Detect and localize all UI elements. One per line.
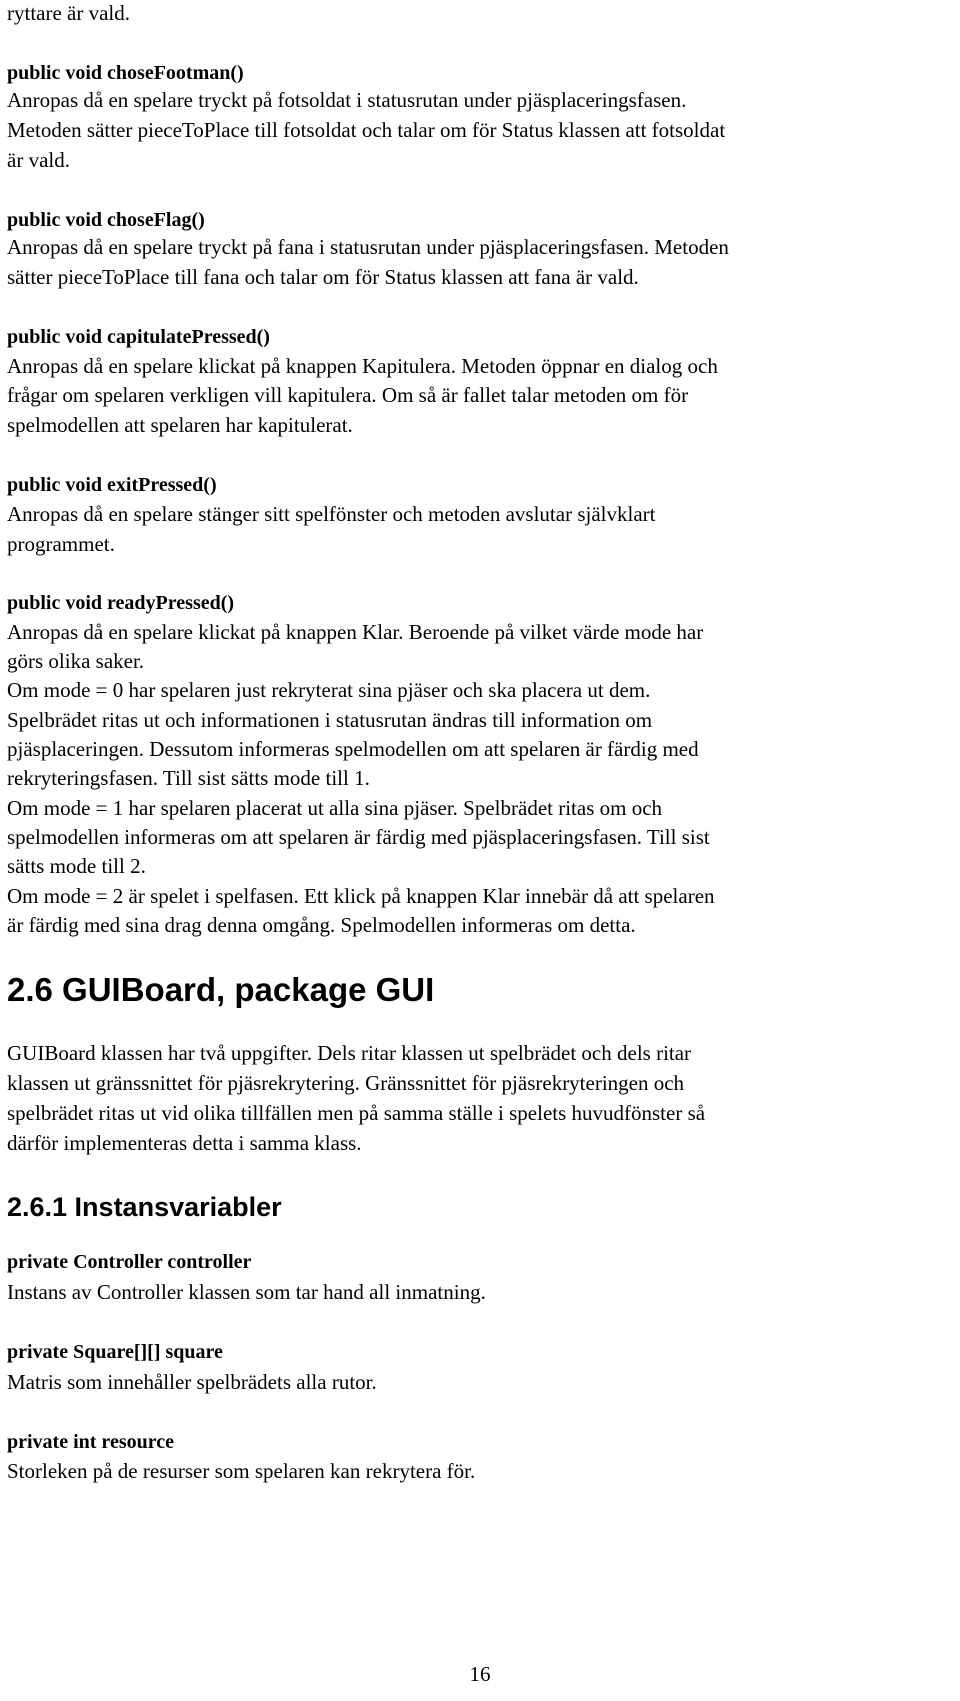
method-description-line: Spelbrädet ritas ut och informationen i statusrutan ändras till information om [7, 708, 653, 732]
method-description-line: Anropas då en spelare tryckt på fana i statusrutan under pjäsplaceringsfasen. Metoden [7, 235, 729, 259]
page-number: 16 [469, 1662, 491, 1686]
intro-line: spelbrädet ritas ut vid olika tillfällen men på samma ställe i spelets huvudfönster så [7, 1101, 706, 1125]
variable-description: Matris som innehåller spelbrädets alla rutor. [7, 1370, 377, 1394]
variable-description: Storleken på de resurser som spelaren kan rekrytera för. [7, 1459, 476, 1483]
method-signature-chose-footman: public void choseFootman() [7, 62, 244, 84]
method-description-line: Anropas då en spelare klickat på knappen Kapitulera. Metoden öppnar en dialog och [7, 354, 718, 378]
method-signature-exit-pressed: public void exitPressed() [7, 474, 217, 496]
method-signature-chose-flag: public void choseFlag() [7, 209, 205, 231]
method-description-line: programmet. [7, 532, 115, 556]
method-description-line: rekryteringsfasen. Till sist sätts mode till 1. [7, 766, 370, 790]
method-description-line: Om mode = 2 är spelet i spelfasen. Ett klick på knappen Klar innebär då att spelaren [7, 884, 715, 908]
subsection-heading: 2.6.1 Instansvariabler [7, 1192, 282, 1222]
method-description-line: Anropas då en spelare klickat på knappen Klar. Beroende på vilket värde mode har [7, 620, 704, 644]
variable-signature-resource: private int resource [7, 1431, 175, 1453]
method-description-line: sätter pieceToPlace till fana och talar om för Status klassen att fana är vald. [7, 265, 639, 289]
section-heading: 2.6 GUIBoard, package GUI [7, 971, 435, 1008]
method-description-line: pjäsplaceringen. Dessutom informeras spelmodellen om att spelaren är färdig med [7, 737, 699, 761]
method-description-line: Anropas då en spelare stänger sitt spelfönster och metoden avslutar självklart [7, 502, 656, 526]
method-description-line: är färdig med sina drag denna omgång. Spelmodellen informeras om detta. [7, 913, 636, 937]
intro-line: därför implementeras detta i samma klass. [7, 1131, 362, 1155]
method-description-line: sätts mode till 2. [7, 854, 146, 878]
method-description-line: Om mode = 0 har spelaren just rekryterat sina pjäser och ska placera ut dem. [7, 678, 651, 702]
method-description-line: är vald. [7, 148, 70, 172]
variable-description: Instans av Controller klassen som tar hand all inmatning. [7, 1280, 486, 1304]
top-fragment: ryttare är vald. [7, 1, 131, 25]
variable-signature-controller: private Controller controller [7, 1251, 252, 1273]
method-description-line: Metoden sätter pieceToPlace till fotsoldat och talar om för Status klassen att fotsoldat [7, 118, 726, 142]
method-description-line: görs olika saker. [7, 649, 145, 673]
intro-line: klassen ut gränssnittet för pjäsrekrytering. Gränssnittet för pjäsrekryteringen och [7, 1071, 685, 1095]
method-description-line: spelmodellen att spelaren har kapitulerat. [7, 413, 353, 437]
method-description-line: Anropas då en spelare tryckt på fotsoldat i statusrutan under pjäsplaceringsfasen. [7, 88, 687, 112]
intro-line: GUIBoard klassen har två uppgifter. Dels ritar klassen ut spelbrädet och dels ritar [7, 1041, 692, 1065]
method-description-line: Om mode = 1 har spelaren placerat ut alla sina pjäser. Spelbrädet ritas om och [7, 796, 663, 820]
method-description-line: spelmodellen informeras om att spelaren är färdig med pjäsplaceringsfasen. Till sist [7, 825, 710, 849]
method-description-line: frågar om spelaren verkligen vill kapitulera. Om så är fallet talar metoden om för [7, 383, 689, 407]
method-signature-ready-pressed: public void readyPressed() [7, 592, 235, 614]
method-signature-capitulate-pressed: public void capitulatePressed() [7, 326, 270, 348]
variable-signature-square: private Square[][] square [7, 1341, 223, 1363]
